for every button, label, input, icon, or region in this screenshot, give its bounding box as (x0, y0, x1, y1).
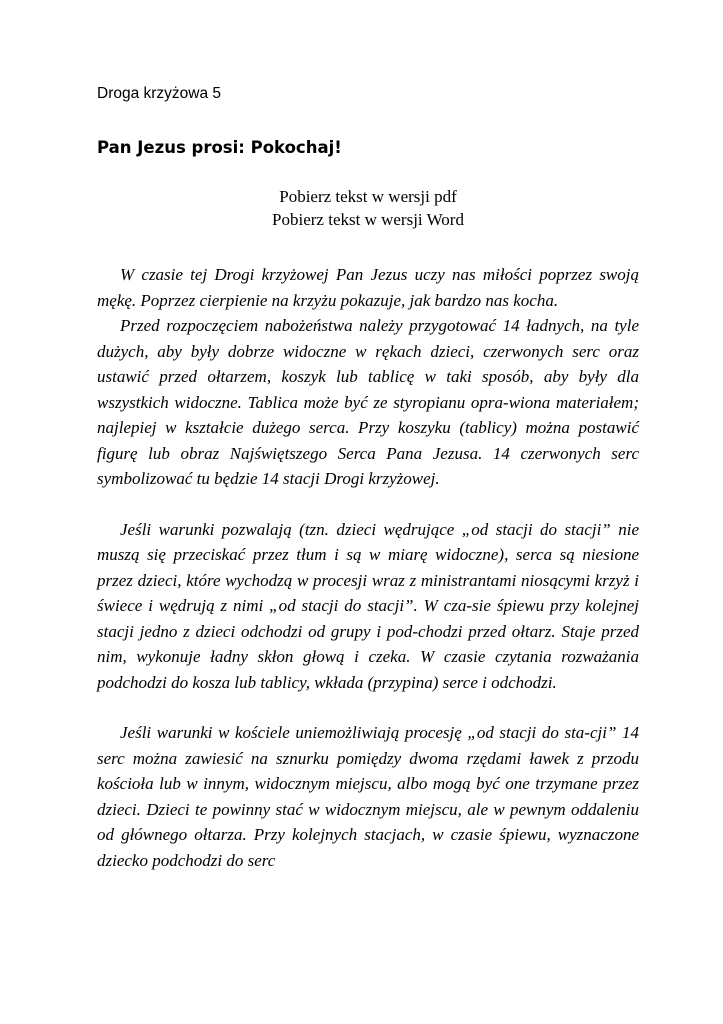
page-title: Pan Jezus prosi: Pokochaj! (97, 138, 342, 157)
paragraph-procession: Jeśli warunki pozwalają (tzn. dzieci wędrujące „od stacji do stacji” nie muszą się przeciskać przez tłum i są w miarę widoczne), serca są niesione przez dzieci, które wychodzą w procesji wraz z ministrantami niosącymi krzyż i świece i wędrują z nimi „od stacji do stacji”. W cza-sie śpiewu przy kolejnej stacji jedno z dzieci odchodzi od grupy i pod-chodzi przed ołtarz. Staje przed nim, wykonuje ładny skłon głową i czeka. W czasie czytania rozważania podchodzi do kosza lub tablicy, wkłada (przypina) serce i odchodzi. (97, 519, 639, 692)
paragraph-preparation: Przed rozpoczęciem nabożeństwa należy przygotować 14 ładnych, na tyle dużych, aby były dobrze widoczne w rękach dzieci, czerwonych serc oraz ustawić przed ołtarzem, koszyk lub tablicę w taki sposób, aby były dla wszystkich widoczne. Tablica może być ze styropianu opra-wiona materiałem; najlepiej w kształcie dużego serca. Przy koszyku (tablicy) można postawić figurę lub obraz Najświętszego Serca Pana Jezusa. 14 czerwonych serc symbolizować tu będzie 14 stacji Drogi krzyżowej. (97, 316, 639, 488)
document-header-label: Droga krzyżowa 5 (97, 85, 222, 102)
download-word-link[interactable]: Pobierz tekst w wersji Word (272, 210, 464, 229)
paragraph-alternative: Jeśli warunki w kościele uniemożliwiają procesję „od stacji do sta-cji” 14 serc można zawiesić na sznurku pomiędzy dwoma rzędami ławek z przodu kościoła lub w innym, widocznym miejscu, albo mogą być one trzymane przez dzieci. Dzieci te powinny stać w widocznym miejscu, ale w pewnym oddaleniu od głównego ołtarza. Przy kolejnych stacjach, w czasie śpiewu, wyznaczone dziecko podchodzi do serc (97, 723, 639, 870)
document-body (97, 262, 639, 873)
download-pdf-link[interactable]: Pobierz tekst w wersji pdf (279, 187, 457, 206)
download-links (97, 185, 639, 231)
paragraph-intro: W czasie tej Drogi krzyżowej Pan Jezus uczy nas miłości poprzez swoją mękę. Poprzez cierpienie na krzyżu pokazuje, jak bardzo nas kocha. (97, 265, 639, 310)
